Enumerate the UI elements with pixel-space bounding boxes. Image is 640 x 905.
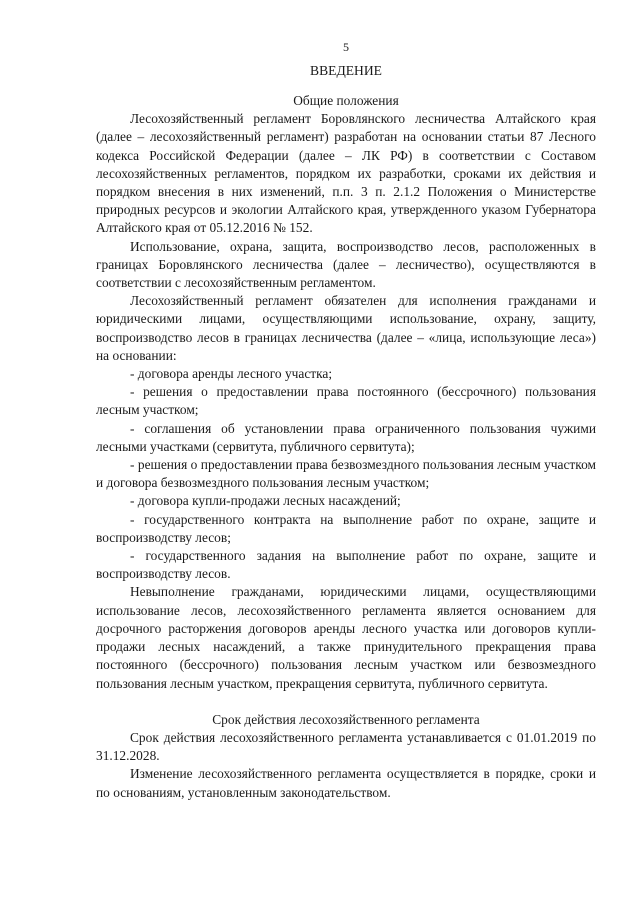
paragraph-non-compliance: Невыполнение гражданами, юридическими лицами, осуществляющими использование лесов, лесохозяйственного регламента является основанием для досрочного расторжения договоров аренды лесного участка или договоров купли-продажи лесных насаждений, а также принудительного прекращения права постоянного (бессрочного) пользования лесным участком или безвозмездного пользования лесным участком, прекращения сервитута, публичного сервитута.	[96, 584, 596, 691]
section-heading-validity: Срок действия лесохозяйственного регламента	[212, 711, 480, 727]
list-item: - решения о предоставлении права безвозмездного пользования лесным участком и договора безвозмездного пользования лесным участком;	[96, 457, 596, 491]
list-item: - соглашения об установлении права ограниченного пользования чужими лесными участками (сервитута, публичного сервитута);	[96, 420, 596, 454]
document-page	[96, 40, 596, 802]
paragraph-regulation-basis: Лесохозяйственный регламент Боровлянского лесничества Алтайского края (далее – лесохозяйственный регламент) разработан на основании статьи 87 Лесного кодекса Российской Федерации (далее – ЛК РФ) в соответствии с Составом лесохозяйственных регламентов, порядком их разработки, сроками их действия и порядком внесения в них изменений, п.п. 3 п. 2.1.2 Положения о Министерстве природных ресурсов и экологии Алтайского края, утвержденного указом Губернатора Алтайского края от 05.12.2016 № 152.	[96, 111, 596, 236]
list-item: - решения о предоставлении права постоянного (бессрочного) пользования лесным участком;	[96, 384, 596, 418]
paragraph-obligation: Лесохозяйственный регламент обязателен для исполнения гражданами и юридическими лицами, осуществляющими использование, охрану, защиту, воспроизводство лесов в границах лесничества (далее – «лица, использующие леса») на основании:	[96, 293, 596, 363]
list-item: - государственного контракта на выполнение работ по охране, защите и воспроизводству лесов;	[96, 511, 596, 545]
paragraph-forest-use: Использование, охрана, защита, воспроизводство лесов, расположенных в границах Боровлянского лесничества (далее – лесничество), осуществляются в соответствии с лесохозяйственным регламентом.	[96, 238, 596, 291]
page-number: 5	[343, 40, 349, 54]
basis-list	[96, 365, 596, 583]
list-item: - договора аренды лесного участка;	[130, 366, 333, 382]
document-title: ВВЕДЕНИЕ	[310, 63, 382, 78]
section-heading-general: Общие положения	[293, 93, 399, 108]
list-item: - договора купли-продажи лесных насаждений;	[130, 493, 401, 509]
list-item: - государственного задания на выполнение работ по охране, защите и воспроизводству лесов.	[96, 548, 596, 582]
paragraph-amendment: Изменение лесохозяйственного регламента осуществляется в порядке, сроки и по основаниям, установленным законодательством.	[96, 766, 596, 800]
paragraph-validity-period: Срок действия лесохозяйственного регламента устанавливается с 01.01.2019 по 31.12.2028.	[96, 729, 596, 764]
